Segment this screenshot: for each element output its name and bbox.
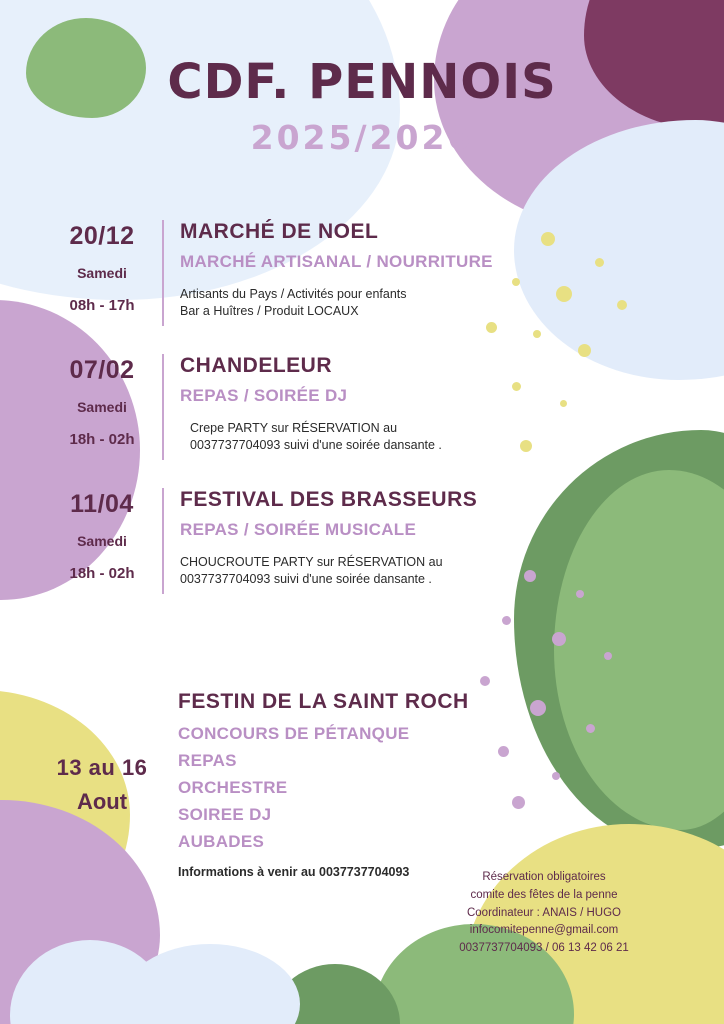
decorative-dot [604,652,612,660]
decorative-dot [552,772,560,780]
event-hours: 18h - 02h [69,565,135,582]
event-hours: 08h - 17h [69,297,135,314]
event-description [180,420,518,454]
event-date: 07/02 [69,356,135,384]
festin-body [156,690,518,881]
event-description-line: CHOUCROUTE PARTY sur RÉSERVATION au [180,555,443,569]
event-divider [162,220,164,326]
event-divider [162,488,164,594]
event-description-line: Bar a Huîtres / Produit LOCAUX [180,303,359,318]
events-list [48,218,518,620]
festin-info: Informations à venir au 0037737704093 [178,865,410,879]
event-description-line: Artisants du Pays / Activités pour enfants [180,287,407,301]
festin-date: 13 au 16 [56,755,148,781]
event-date: 20/12 [69,222,135,250]
decorative-dot [520,440,532,452]
decorative-dot [552,632,566,646]
festin-activity: REPAS [178,751,237,770]
footer-email: infocomitepenne@gmail.com [469,924,619,937]
event-body [180,352,518,454]
event-title: MARCHÉ DE NOEL [180,220,379,243]
event-when [48,352,156,448]
decorative-dot [480,676,490,686]
event-item [48,352,518,462]
decorative-dot [541,232,555,246]
event-hours: 18h - 02h [69,431,135,448]
page-title: CDF. PENNOIS [167,54,557,110]
season-subtitle: 2025/2026 [250,118,474,157]
event-subtitle: MARCHÉ ARTISANAL / NOURRITURE [180,252,493,271]
festin-activity: ORCHESTRE [178,778,288,797]
event-when [48,486,156,582]
decorative-dot [595,258,604,267]
event-item [48,486,518,596]
event-description-line: 0037737704093 suivi d'une soirée dansante . [190,437,442,452]
festin-activity: AUBADES [178,832,265,851]
event-title: CHANDELEUR [180,354,332,377]
festin-activity: SOIREE DJ [178,805,272,824]
festin-activity: CONCOURS DE PÉTANQUE [178,724,410,743]
footer-line: Coordinateur : ANAIS / HUGO [466,906,622,919]
event-title: FESTIVAL DES BRASSEURS [180,488,478,511]
decorative-dot [530,700,546,716]
event-day: Samedi [77,533,127,549]
festin-when [48,755,156,815]
event-day: Samedi [77,265,127,281]
event-description-line: 0037737704093 suivi d'une soirée dansante . [180,571,432,586]
decorative-dot [533,330,541,338]
decorative-dot [576,590,584,598]
decorative-dot [556,286,572,302]
footer-phone: 0037737704093 / 06 13 42 06 21 [459,942,629,955]
event-when [48,218,156,314]
event-description [180,554,518,588]
event-item [48,218,518,328]
decorative-dot [578,344,591,357]
decorative-dot [560,400,567,407]
event-subtitle: REPAS / SOIRÉE DJ [180,386,348,405]
festin-activities-list [178,724,518,852]
poster-header [0,54,724,157]
decorative-dot [617,300,627,310]
event-divider [162,354,164,460]
event-date: 11/04 [70,490,134,518]
decorative-dot [586,724,595,733]
event-day: Samedi [77,399,127,415]
festin-block [48,690,518,881]
decorative-dot [524,570,536,582]
festin-title: FESTIN DE LA SAINT ROCH [178,690,469,713]
festin-month: Aout [76,789,128,815]
footer-line: comite des fêtes de la penne [470,888,618,901]
event-description-line: Crepe PARTY sur RÉSERVATION au [190,421,398,435]
event-body [180,486,518,588]
event-description [180,286,518,320]
event-body [180,218,518,320]
event-subtitle: REPAS / SOIRÉE MUSICALE [180,520,417,539]
footer-contact [394,869,694,958]
footer-line: Réservation obligatoires [482,870,606,883]
